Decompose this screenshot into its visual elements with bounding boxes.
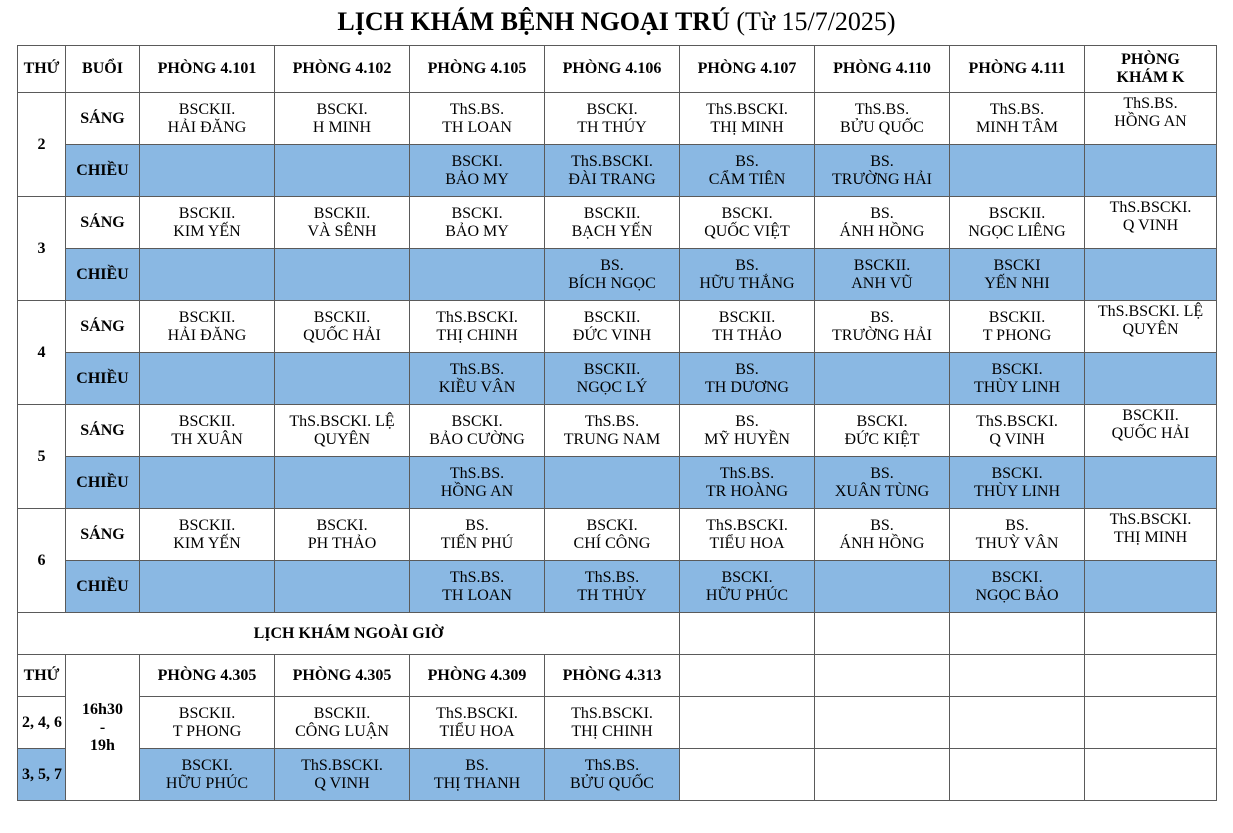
col-header-room: PHÒNG 4.111	[950, 46, 1085, 93]
doctor-name: T PHONG	[172, 722, 242, 740]
doctor-title: ThS.BS.	[584, 756, 640, 774]
doctor-cell	[680, 509, 815, 561]
doctor-cell	[545, 145, 680, 197]
doctor-name: QUỐC HẢI	[1111, 425, 1190, 442]
doctor-title: BSCKI.	[991, 464, 1043, 482]
doctor-cell	[680, 93, 815, 145]
doctor-title: BSCKI.	[991, 360, 1043, 378]
col-header-session: BUỔI	[66, 46, 140, 93]
title-main: LỊCH KHÁM BỆNH NGOẠI TRÚ	[337, 7, 730, 36]
doctor-name: BẢO MY	[445, 222, 509, 240]
doctor-cell	[410, 561, 545, 613]
doctor-name: TIẾN PHÚ	[440, 534, 514, 552]
doctor-cell	[140, 301, 275, 353]
col-header-room: PHÒNG 4.106	[545, 46, 680, 93]
doctor-title: BSCKI.	[856, 412, 908, 430]
doctor-name: BỬU QUỐC	[570, 774, 654, 792]
doctor-cell	[140, 145, 275, 197]
doctor-name: KIM YẾN	[173, 534, 241, 552]
doctor-name: THỊ CHINH	[571, 722, 653, 740]
doctor-title: ThS.BSCKI.	[1109, 511, 1192, 528]
doctor-title: BSCKII.	[988, 308, 1046, 326]
doctor-title: BS.	[465, 756, 489, 774]
day-cell: 5	[18, 405, 66, 509]
doctor-cell	[410, 405, 545, 457]
doctor-name: THỊ CHINH	[436, 326, 518, 344]
doctor-name: BẢO CƯỜNG	[429, 430, 525, 448]
col-header-day: THỨ	[18, 46, 66, 93]
doctor-name: HỒNG AN	[1114, 113, 1187, 130]
doctor-name: THÙY LINH	[973, 378, 1061, 396]
empty-cell	[950, 655, 1085, 697]
doctor-name: TR HOÀNG	[705, 482, 789, 500]
empty-cell	[1085, 697, 1217, 749]
doctor-cell	[545, 561, 680, 613]
day-cell: 2	[18, 93, 66, 197]
schedule-table	[17, 45, 1217, 801]
doctor-cell	[275, 561, 410, 613]
doctor-name: T PHONG	[982, 326, 1052, 344]
doctor-title: BSCKI.	[451, 152, 503, 170]
doctor-cell	[275, 749, 410, 801]
doctor-name: QUỐC HẢI	[303, 326, 381, 344]
doctor-name: ÁNH HỒNG	[839, 222, 925, 240]
doctor-name: VÀ SÊNH	[307, 222, 377, 240]
after-hours-title-row	[18, 613, 1217, 655]
col-header-room: PHÒNG 4.309	[410, 655, 545, 697]
doctor-cell	[1085, 301, 1217, 353]
doctor-cell	[545, 93, 680, 145]
doctor-title: BS.	[870, 152, 894, 170]
doctor-title: BSCKI.	[721, 204, 773, 222]
doctor-name: QUỐC VIỆT	[704, 222, 790, 240]
morning-row	[18, 509, 1217, 561]
doctor-cell	[140, 457, 275, 509]
doctor-name: ÁNH HỒNG	[839, 534, 925, 552]
empty-cell	[815, 655, 950, 697]
doctor-name: HỮU PHÚC	[705, 586, 789, 604]
empty-cell	[815, 697, 950, 749]
doctor-cell	[140, 93, 275, 145]
doctor-title: ThS.BSCKI.	[571, 704, 653, 722]
doctor-cell	[140, 353, 275, 405]
doctor-name: TH THẢO	[712, 326, 782, 344]
doctor-name: Q VINH	[314, 774, 370, 792]
doctor-title: BSCKI.	[586, 516, 638, 534]
doctor-name: NGỌC LIÊNG	[968, 222, 1066, 240]
doctor-title: ThS.BS.	[854, 100, 910, 118]
doctor-cell	[545, 749, 680, 801]
doctor-cell	[950, 249, 1085, 301]
after-hours-days: 2, 4, 6	[18, 697, 66, 749]
doctor-title: BSCKI.	[991, 568, 1043, 586]
doctor-title: BSCKII.	[718, 308, 776, 326]
empty-cell	[680, 655, 815, 697]
doctor-cell	[950, 301, 1085, 353]
doctor-name: TRƯỜNG HẢI	[832, 170, 932, 188]
doctor-cell	[950, 145, 1085, 197]
doctor-cell	[950, 509, 1085, 561]
doctor-name: PH THẢO	[307, 534, 377, 552]
empty-cell	[1085, 353, 1217, 405]
doctor-title: BSCKII.	[1122, 407, 1179, 424]
doctor-cell	[275, 353, 410, 405]
doctor-cell	[410, 353, 545, 405]
doctor-cell	[140, 697, 275, 749]
time-end: 19h	[90, 736, 115, 754]
afternoon-row	[18, 457, 1217, 509]
doctor-cell	[140, 509, 275, 561]
doctor-cell	[680, 561, 815, 613]
doctor-title: BSCKII.	[313, 704, 371, 722]
doctor-name: HỒNG AN	[440, 482, 514, 500]
doctor-title: ThS.BSCKI. LỆ	[1097, 303, 1204, 320]
doctor-name: THỊ THANH	[433, 774, 521, 792]
doctor-title: ThS.BSCKI.	[1109, 199, 1192, 216]
time-start: 16h30	[82, 700, 123, 718]
doctor-cell	[545, 249, 680, 301]
doctor-name: CÔNG LUẬN	[295, 722, 389, 740]
empty-cell	[680, 613, 815, 655]
doctor-cell	[950, 197, 1085, 249]
doctor-title: BS.	[600, 256, 624, 274]
doctor-cell	[140, 249, 275, 301]
afternoon-row	[18, 353, 1217, 405]
session-morning: SÁNG	[66, 197, 140, 249]
doctor-title: ThS.BS.	[449, 360, 505, 378]
doctor-title: BSCKI.	[451, 412, 503, 430]
doctor-name: BÍCH NGỌC	[568, 274, 656, 292]
doctor-cell	[1085, 197, 1217, 249]
doctor-cell	[275, 197, 410, 249]
empty-cell	[1085, 457, 1217, 509]
after-hours-days: 3, 5, 7	[18, 749, 66, 801]
empty-cell	[950, 613, 1085, 655]
doctor-cell	[815, 561, 950, 613]
time-range	[66, 655, 140, 801]
doctor-title: BSCKII.	[178, 704, 236, 722]
col-header-room-k	[1085, 46, 1217, 93]
doctor-name: HỮU PHÚC	[165, 774, 249, 792]
doctor-cell	[410, 301, 545, 353]
empty-cell	[815, 749, 950, 801]
doctor-cell	[410, 697, 545, 749]
doctor-title: ThS.BS.	[719, 464, 775, 482]
doctor-cell	[680, 145, 815, 197]
doctor-name: TRƯỜNG HẢI	[832, 326, 932, 344]
doctor-cell	[815, 93, 950, 145]
doctor-name: TH THỦY	[577, 586, 647, 604]
doctor-title: ThS.BSCKI.	[976, 412, 1058, 430]
session-morning: SÁNG	[66, 93, 140, 145]
doctor-cell	[815, 249, 950, 301]
doctor-name: TH LOAN	[442, 586, 512, 604]
empty-cell	[950, 697, 1085, 749]
doctor-cell	[545, 509, 680, 561]
doctor-cell	[410, 197, 545, 249]
doctor-cell	[140, 405, 275, 457]
doctor-title: BS.	[735, 360, 759, 378]
doctor-cell	[680, 197, 815, 249]
doctor-title: BS.	[735, 412, 759, 430]
doctor-cell	[950, 353, 1085, 405]
doctor-title: BSCKII.	[178, 516, 236, 534]
morning-row	[18, 93, 1217, 145]
doctor-title: BSCKII.	[583, 204, 641, 222]
doctor-cell	[410, 249, 545, 301]
doctor-title: BSCKII.	[178, 204, 236, 222]
doctor-cell	[140, 561, 275, 613]
doctor-title: ThS.BSCKI.	[706, 100, 788, 118]
doctor-cell	[950, 457, 1085, 509]
doctor-title: BSCKI.	[316, 100, 368, 118]
doctor-cell	[410, 457, 545, 509]
doctor-cell	[680, 457, 815, 509]
doctor-cell	[545, 697, 680, 749]
doctor-cell	[410, 749, 545, 801]
doctor-title: ThS.BSCKI.	[706, 516, 788, 534]
doctor-title: BS.	[1005, 516, 1029, 534]
doctor-cell	[815, 509, 950, 561]
doctor-title: ThS.BS.	[989, 100, 1045, 118]
doctor-cell	[545, 405, 680, 457]
doctor-title: BSCKII.	[178, 412, 236, 430]
doctor-title: ThS.BS.	[449, 568, 505, 586]
doctor-cell	[1085, 405, 1217, 457]
doctor-title: ThS.BSCKI. LỆ	[289, 412, 395, 430]
doctor-cell	[275, 405, 410, 457]
doctor-title: BS.	[465, 516, 489, 534]
empty-cell	[1085, 145, 1217, 197]
doctor-title: ThS.BS.	[584, 568, 640, 586]
doctor-name: QUYÊN	[1122, 321, 1179, 338]
doctor-name: HỮU THẮNG	[699, 274, 795, 292]
doctor-cell	[950, 561, 1085, 613]
doctor-name: Q VINH	[1122, 217, 1179, 234]
doctor-title: BS.	[735, 152, 759, 170]
doctor-name: TH THÚY	[577, 118, 647, 136]
doctor-cell	[275, 697, 410, 749]
col-header-room: PHÒNG 4.107	[680, 46, 815, 93]
doctor-name: Q VINH	[989, 430, 1045, 448]
doctor-name: MỸ HUYỀN	[704, 430, 790, 448]
doctor-name: TIỂU HOA	[439, 722, 515, 740]
afternoon-row	[18, 249, 1217, 301]
doctor-title: BSCKII.	[988, 204, 1046, 222]
doctor-title: BSCKI.	[721, 568, 773, 586]
doctor-name: CẨM TIÊN	[708, 170, 786, 188]
col-header-room: PHÒNG 4.110	[815, 46, 950, 93]
doctor-title: BSCKII.	[313, 204, 371, 222]
doctor-cell	[545, 301, 680, 353]
header-row	[18, 46, 1217, 93]
doctor-title: BSCKII.	[313, 308, 371, 326]
session-afternoon: CHIỀU	[66, 145, 140, 197]
doctor-title: ThS.BSCKI.	[436, 308, 518, 326]
day-cell: 3	[18, 197, 66, 301]
doctor-cell	[410, 145, 545, 197]
doctor-name: TRUNG NAM	[563, 430, 661, 448]
doctor-title: BSCKII.	[178, 100, 236, 118]
col-header-room: PHÒNG 4.105	[410, 46, 545, 93]
page-title	[0, 6, 1233, 38]
doctor-name: TIỂU HOA	[709, 534, 785, 552]
doctor-cell	[815, 145, 950, 197]
morning-row	[18, 405, 1217, 457]
doctor-cell	[815, 197, 950, 249]
doctor-title: BS.	[870, 516, 894, 534]
doctor-name: BỬU QUỐC	[840, 118, 924, 136]
session-morning: SÁNG	[66, 301, 140, 353]
doctor-cell	[545, 353, 680, 405]
doctor-cell	[275, 301, 410, 353]
doctor-name: ĐỨC VINH	[572, 326, 652, 344]
empty-cell	[1085, 655, 1217, 697]
doctor-name: CHÍ CÔNG	[573, 534, 651, 552]
doctor-title: BSCKII.	[583, 360, 641, 378]
doctor-title: ThS.BSCKI.	[436, 704, 518, 722]
afternoon-row	[18, 145, 1217, 197]
doctor-name: KIỀU VÂN	[438, 378, 516, 396]
session-morning: SÁNG	[66, 509, 140, 561]
col-header-room: PHÒNG 4.313	[545, 655, 680, 697]
empty-cell	[815, 613, 950, 655]
doctor-name: ANH VŨ	[851, 274, 913, 292]
doctor-name: THUỲ VÂN	[975, 534, 1059, 552]
empty-cell	[1085, 249, 1217, 301]
doctor-cell	[275, 457, 410, 509]
after-hours-header-row	[18, 655, 1217, 697]
doctor-name: NGỌC LÝ	[576, 378, 648, 396]
col-header-room: PHÒNG 4.305	[140, 655, 275, 697]
doctor-cell	[815, 405, 950, 457]
doctor-name: TH LOAN	[442, 118, 512, 136]
after-hours-row	[18, 749, 1217, 801]
doctor-title: ThS.BSCKI.	[571, 152, 653, 170]
doctor-title: BSCKI	[993, 256, 1041, 274]
doctor-cell	[950, 405, 1085, 457]
doctor-title: BS.	[870, 308, 894, 326]
session-morning: SÁNG	[66, 405, 140, 457]
doctor-title: BS.	[735, 256, 759, 274]
doctor-title: ThS.BS.	[584, 412, 640, 430]
doctor-cell	[1085, 93, 1217, 145]
doctor-cell	[410, 509, 545, 561]
doctor-cell	[545, 457, 680, 509]
day-cell: 4	[18, 301, 66, 405]
col-header-room: PHÒNG 4.101	[140, 46, 275, 93]
doctor-cell	[545, 197, 680, 249]
col-header-room: PHÒNG 4.305	[275, 655, 410, 697]
doctor-title: ThS.BS.	[449, 464, 505, 482]
col-header-day: THỨ	[18, 655, 66, 697]
doctor-name: TH DƯƠNG	[705, 378, 789, 396]
doctor-name: H MINH	[312, 118, 372, 136]
doctor-title: ThS.BS.	[449, 100, 505, 118]
day-cell: 6	[18, 509, 66, 613]
doctor-cell	[140, 197, 275, 249]
doctor-name: ĐÀI TRANG	[568, 170, 656, 188]
doctor-cell	[680, 405, 815, 457]
morning-row	[18, 197, 1217, 249]
doctor-title: ThS.BSCKI.	[301, 756, 383, 774]
afternoon-row	[18, 561, 1217, 613]
title-date-range: (Từ 15/7/2025)	[736, 7, 896, 36]
doctor-name: THÙY LINH	[973, 482, 1061, 500]
doctor-title: BSCKI.	[586, 100, 638, 118]
doctor-title: BSCKI.	[181, 756, 233, 774]
doctor-title: BSCKII.	[178, 308, 236, 326]
room-k-line: KHÁM K	[1116, 69, 1185, 86]
doctor-cell	[815, 457, 950, 509]
empty-cell	[680, 749, 815, 801]
session-afternoon: CHIỀU	[66, 353, 140, 405]
doctor-name: BẢO MY	[445, 170, 509, 188]
empty-cell	[1085, 749, 1217, 801]
empty-cell	[950, 749, 1085, 801]
after-hours-row	[18, 697, 1217, 749]
doctor-name: TH XUÂN	[171, 430, 243, 448]
doctor-cell	[680, 249, 815, 301]
doctor-cell	[815, 301, 950, 353]
morning-row	[18, 301, 1217, 353]
doctor-title: ThS.BS.	[1123, 95, 1178, 112]
doctor-name: BẠCH YẾN	[571, 222, 653, 240]
room-k-line: PHÒNG	[1121, 51, 1180, 68]
doctor-cell	[275, 93, 410, 145]
session-afternoon: CHIỀU	[66, 249, 140, 301]
doctor-cell	[275, 249, 410, 301]
empty-cell	[1085, 561, 1217, 613]
doctor-name: KIM YẾN	[173, 222, 241, 240]
empty-cell	[1085, 613, 1217, 655]
doctor-name: ĐỨC KIỆT	[844, 430, 920, 448]
doctor-name: HẢI ĐĂNG	[167, 326, 247, 344]
after-hours-title: LỊCH KHÁM NGOÀI GIỜ	[18, 613, 680, 655]
empty-cell	[680, 697, 815, 749]
session-afternoon: CHIỀU	[66, 457, 140, 509]
doctor-cell	[410, 93, 545, 145]
doctor-cell	[680, 353, 815, 405]
session-afternoon: CHIỀU	[66, 561, 140, 613]
doctor-title: BSCKII.	[853, 256, 911, 274]
doctor-cell	[815, 353, 950, 405]
doctor-cell	[275, 509, 410, 561]
doctor-name: XUÂN TÙNG	[834, 482, 930, 500]
doctor-title: BS.	[870, 464, 894, 482]
doctor-name: MINH TÂM	[976, 118, 1058, 136]
doctor-name: QUYÊN	[314, 430, 370, 448]
doctor-name: THỊ MINH	[710, 118, 784, 136]
doctor-title: BSCKI.	[451, 204, 503, 222]
doctor-title: BSCKII.	[583, 308, 641, 326]
doctor-cell	[950, 93, 1085, 145]
doctor-title: BS.	[870, 204, 894, 222]
doctor-cell	[140, 749, 275, 801]
doctor-cell	[1085, 509, 1217, 561]
doctor-name: THỊ MINH	[1113, 529, 1188, 546]
doctor-name: HẢI ĐĂNG	[167, 118, 247, 136]
time-dash: -	[99, 718, 106, 736]
doctor-name: YẾN NHI	[984, 274, 1050, 292]
doctor-name: NGỌC BẢO	[975, 586, 1059, 604]
doctor-title: BSCKI.	[316, 516, 368, 534]
doctor-cell	[680, 301, 815, 353]
doctor-cell	[275, 145, 410, 197]
col-header-room: PHÒNG 4.102	[275, 46, 410, 93]
